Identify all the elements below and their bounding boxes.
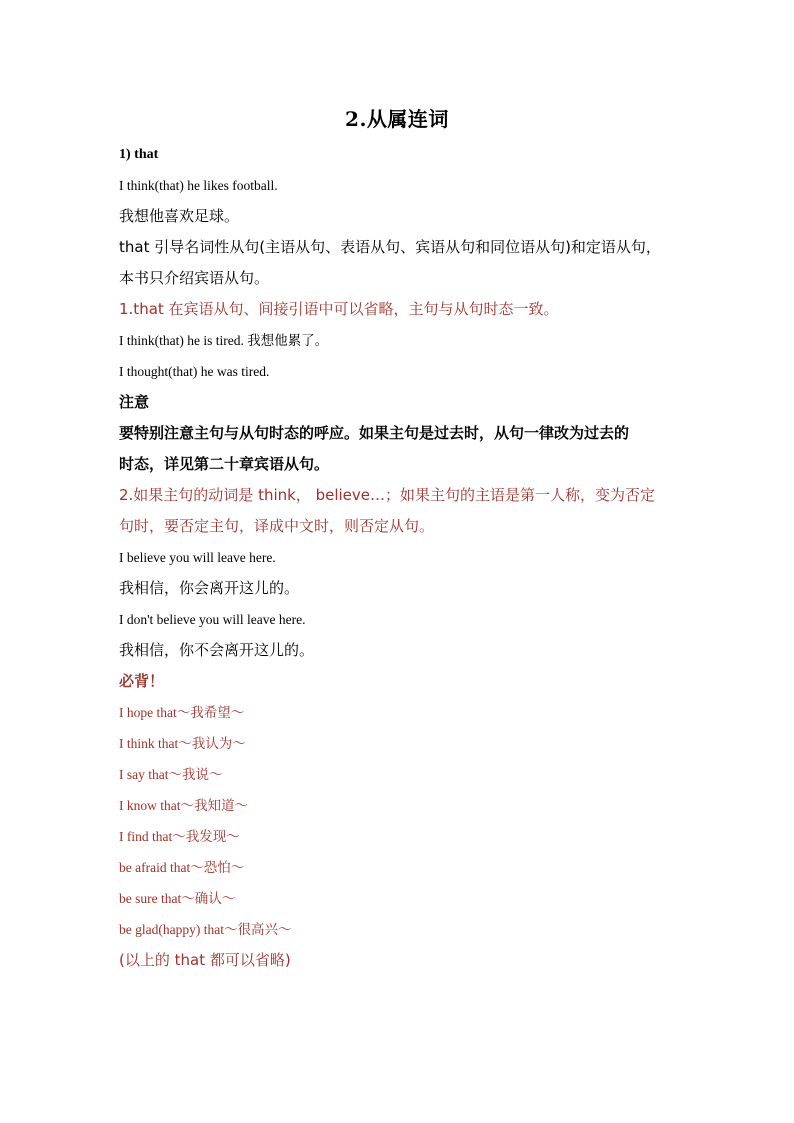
example-sentence: I thought(that) he was tired.	[119, 364, 270, 379]
page-title: 2.从属连词	[345, 107, 449, 131]
memorize-heading: 必背！	[119, 672, 165, 690]
note-text: 时态，详见第二十章宾语从句。	[119, 455, 330, 473]
note-text: 要特别注意主句与从句时态的呼应。如果主句是过去时，从句一律改为过去的	[119, 424, 630, 442]
rule-line: 2.如果主句的动词是 think， believe…；如果主句的主语是第一人称，变为否定	[119, 486, 656, 504]
phrase-item: I find that～我发现～	[119, 829, 240, 844]
explanation-line: 本书只介绍宾语从句。	[119, 269, 270, 287]
footnote-line: (以上的 that 都可以省略)	[119, 951, 291, 969]
phrase-item: be afraid that～恐怕～	[119, 860, 245, 875]
note-heading: 注意	[119, 393, 150, 411]
phrase-item: I hope that～我希望～	[119, 705, 245, 720]
example-sentence: I don't believe you will leave here.	[119, 612, 306, 627]
phrase-item: be glad(happy) that～很高兴～	[119, 922, 292, 937]
translation-line: 我想他喜欢足球。	[119, 207, 240, 225]
phrase-item: I say that～我说～	[119, 767, 223, 782]
rule-line: 句时，要否定主句，译成中文时，则否定从句。	[119, 517, 435, 535]
example-sentence: I believe you will leave here.	[119, 550, 276, 565]
text-lines	[119, 170, 689, 976]
explanation-line: that 引导名词性从句(主语从句、表语从句、宾语从句和同位语从句)和定语从句，	[119, 238, 661, 256]
example-sentence: I think(that) he likes football.	[119, 178, 278, 193]
example-sentence: I think(that) he is tired. 我想他累了。	[119, 333, 329, 348]
section-heading: 1) that	[119, 147, 159, 162]
translation-line: 我相信，你会离开这儿的。	[119, 579, 300, 597]
phrase-item: I think that～我认为～	[119, 736, 246, 751]
translation-line: 我相信，你不会离开这儿的。	[119, 641, 315, 659]
phrase-item: be sure that～确认～	[119, 891, 236, 906]
rule-line: 1.that 在宾语从句、间接引语中可以省略，主句与从句时态一致。	[119, 300, 559, 318]
phrase-item: I know that～我知道～	[119, 798, 248, 813]
document-body	[119, 143, 689, 976]
